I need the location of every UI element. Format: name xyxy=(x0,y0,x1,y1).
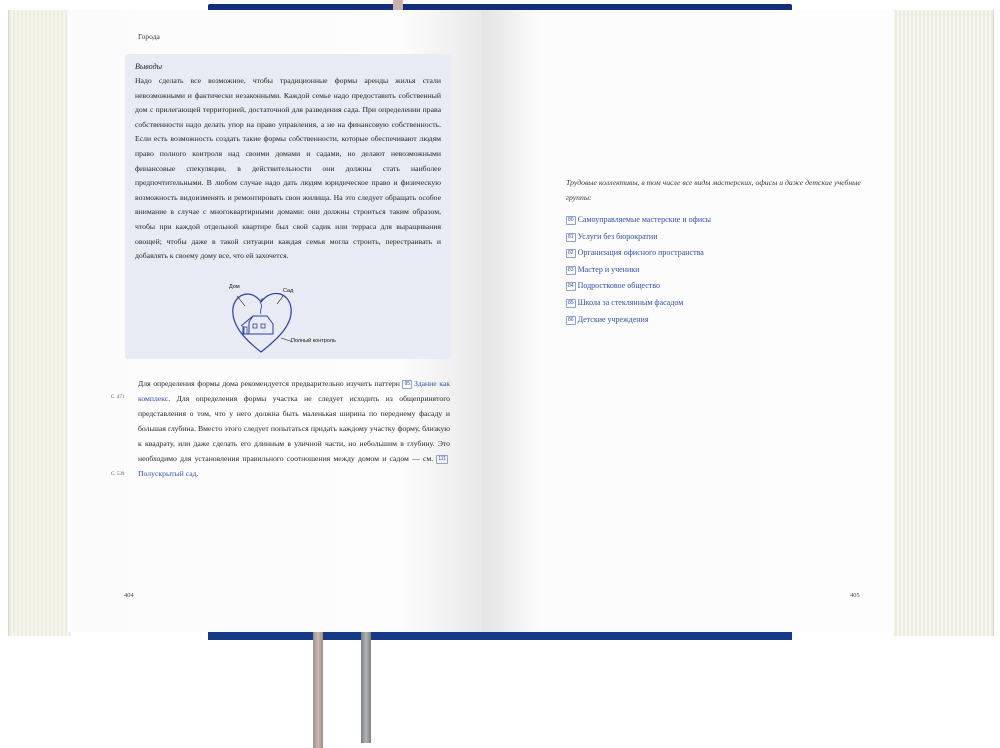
pattern-list-item[interactable] xyxy=(566,215,711,232)
margin-page-ref: С. 471 xyxy=(111,395,125,400)
pattern-list-label: Мастер и ученики xyxy=(577,264,640,274)
right-page xyxy=(482,10,894,632)
pattern-list-label: Детские учреждения xyxy=(577,314,649,324)
pattern-number-badge: 81 xyxy=(568,233,574,240)
body-text-1: Для определения формы дома рекомендуется предварительно изучить паттерн xyxy=(138,379,400,388)
conclusions-text: Надо сделать все возможное, чтобы традиционные формы аренды жилья стали невозможными и фактически незаконными. Каждой семье надо предоставить собственный дом с прилегающей территорией, достаточной для разведения сада. При определении права собственности надо делать упор на право управления, а не на финансовую собственность. Если есть возможность создать такие формы собственности, которые обеспечивают людям право полного контроля над своими домами и садами, но делают невозможными финансовые спекуляции, в действительности они должны стать наиболее предпочтительными. В любом случае надо дать людям юридическое право и физическую возможность видоизменять и ремонтировать свои жилища. На это следует обращать особое внимание в случае с многоквартирными домами: они должны строиться таким образом, чтобы при каждой отдельной квартире был свой садик или терраса для выращивания овощей; чтобы даже в такой ситуации каждая семья могла строить, перестраивать и добавлять к своему дому все, что ей захочется. xyxy=(135,76,441,261)
pattern-list-item[interactable] xyxy=(566,265,711,282)
pattern-list-label: Подростковое общество xyxy=(577,281,661,291)
intro-text: Трудовые коллективы, в том числе все виды мастерских, офисы и даже детские учебные группы: xyxy=(566,178,861,202)
page-edges-left xyxy=(8,10,71,636)
diagram-label-house: Дом xyxy=(229,284,240,290)
pattern-list-item[interactable] xyxy=(566,281,711,298)
pattern-list xyxy=(566,215,711,331)
pattern-list-item[interactable] xyxy=(566,248,711,265)
page-edges-right xyxy=(893,10,994,636)
running-head: Города xyxy=(138,32,160,41)
pattern-number-badge: 83 xyxy=(568,266,574,273)
body-paragraph xyxy=(138,376,450,481)
pattern-list-item[interactable] xyxy=(566,232,711,249)
pattern-number-badge: 80 xyxy=(568,217,574,223)
pattern-list-label: Организация офисного пространства xyxy=(577,248,704,258)
pattern-ref-badge[interactable]: 95 xyxy=(404,381,411,387)
pattern-link-half-hidden-garden[interactable]: Полускрытый сад xyxy=(138,469,197,478)
pattern-list-item[interactable] xyxy=(566,315,711,332)
page-number-left: 404 xyxy=(124,592,134,599)
pattern-number-badge: 84 xyxy=(568,283,574,290)
body-text-2: . Для определения формы участка не следует исходить из общепринятого представления о том, что у него должна быть маленькая ширина по переднему фасаду и большая глубина. Вместо этого следует попытаться придать каждому участку форму, близкую к квадрату, или даже сделать его длинным в уличной части, но небольшим в глубину. Это необходимо для установления правильного соотношения между домом и садом — см. xyxy=(138,394,450,463)
ribbon-bookmark-grey[interactable] xyxy=(361,630,371,743)
pattern-number-badge: 82 xyxy=(568,250,574,257)
pattern-ref-badge[interactable]: 111 xyxy=(438,456,446,462)
diagram-label-control: Полный контроль xyxy=(291,338,336,344)
pattern-number-badge: 85 xyxy=(568,299,574,306)
conclusions-box xyxy=(125,54,451,359)
left-page xyxy=(68,10,482,632)
body-text-3: . xyxy=(196,469,199,478)
pattern-link-building-complex[interactable]: Здание как комплекс xyxy=(138,379,450,403)
pattern-list-label: Школа за стеклянным фасадом xyxy=(577,297,684,307)
diagram-label-garden: Сад xyxy=(283,288,294,294)
house-garden-diagram xyxy=(223,276,359,356)
conclusions-title: Выводы xyxy=(135,62,163,71)
pattern-number-badge: 86 xyxy=(568,316,574,323)
pattern-list-item[interactable] xyxy=(566,298,711,315)
pattern-list-label: Услуги без бюрократии xyxy=(577,231,658,241)
pattern-list-label: Самоуправляемые мастерские и офисы xyxy=(577,215,712,224)
ribbon-bookmark-pink[interactable] xyxy=(313,630,323,748)
margin-page-ref: С. 539 xyxy=(111,472,125,477)
page-number-right: 405 xyxy=(850,592,860,599)
